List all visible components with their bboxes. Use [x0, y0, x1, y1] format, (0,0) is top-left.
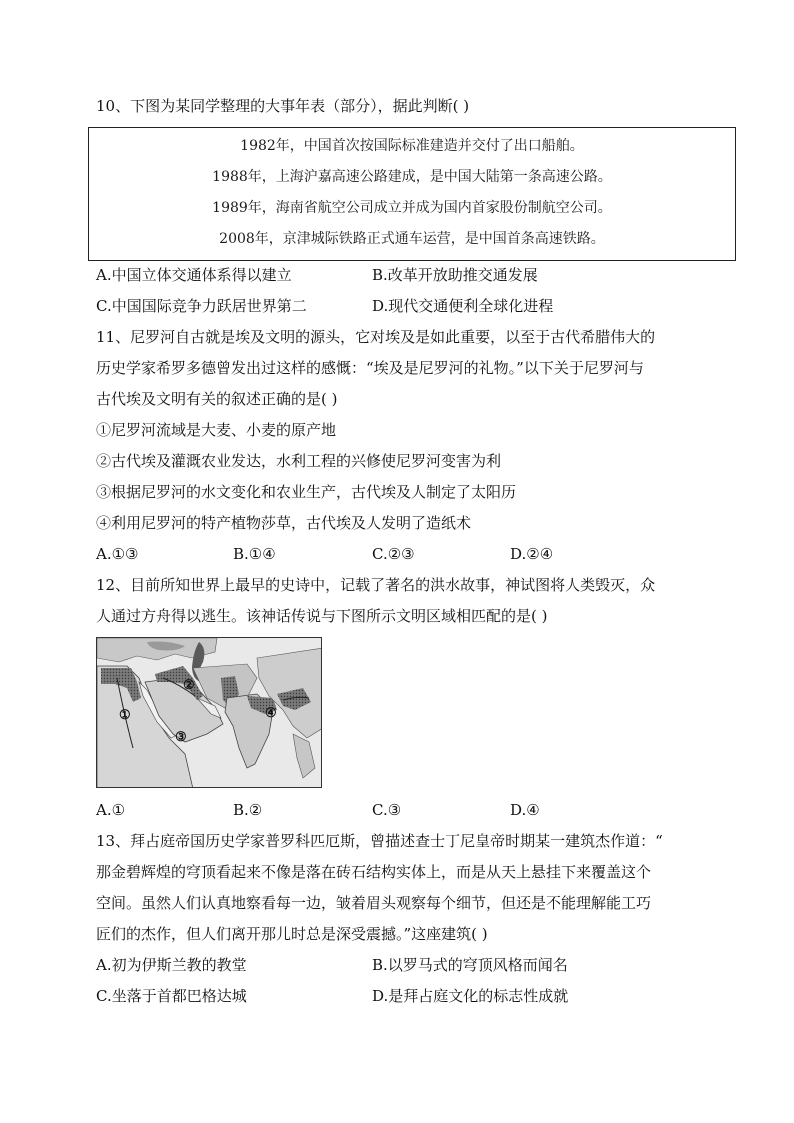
q11-statement-1: ①尼罗河流域是大麦、小麦的原产地 — [96, 421, 337, 439]
q13-option-b: B.以罗马式的穹顶风格而闻名 — [372, 956, 568, 974]
q11-stem-line-3: 古代埃及文明有关的叙述正确的是( ) — [96, 390, 338, 408]
q10-option-a: A.中国立体交通体系得以建立 — [96, 266, 292, 284]
q12-option-b: B.② — [233, 801, 263, 819]
map-label-4: ④ — [265, 706, 277, 721]
q10-timeline-box — [88, 127, 736, 261]
timeline-entry-1989: 1989年，海南省航空公司成立并成为国内首家股份制航空公司。 — [212, 200, 612, 216]
q11-statement-3: ③根据尼罗河的水文变化和农业生产，古代埃及人制定了太阳历 — [96, 483, 517, 501]
ancient-civilizations-map — [96, 637, 322, 788]
map-label-3: ③ — [175, 730, 187, 745]
q11-statement-2: ②古代埃及灌溉农业发达，水利工程的兴修使尼罗河变害为利 — [96, 452, 502, 470]
q12-option-a: A.① — [96, 801, 126, 819]
map-label-1: ① — [119, 708, 131, 723]
q11-option-d: D.②④ — [510, 545, 554, 563]
q13-option-c: C.坐落于首都巴格达城 — [96, 987, 247, 1005]
q12-stem-line-1: 12、目前所知世界上最早的史诗中，记载了著名的洪水故事，神试图将人类毁灭，众 — [96, 576, 656, 594]
timeline-entry-2008: 2008年，京津城际铁路正式通车运营，是中国首条高速铁路。 — [219, 231, 605, 247]
q11-option-c: C.②③ — [372, 545, 415, 563]
q12-stem-line-2: 人通过方舟得以逃生。该神话传说与下图所示文明区域相匹配的是( ) — [96, 607, 548, 625]
q13-stem-line-3: 空间。虽然人们认真地察看每一边，皱着眉头观察每个细节，但还是不能理解能工巧 — [96, 894, 652, 912]
q13-option-a: A.初为伊斯兰教的教堂 — [96, 956, 247, 974]
q13-stem-line-2: 那金碧辉煌的穹顶看起来不像是落在砖石结构实体上，而是从天上悬挂下来覆盖这个 — [96, 863, 652, 881]
q10-option-d: D.现代交通便利全球化进程 — [372, 297, 554, 315]
q11-statement-4: ④利用尼罗河的特产植物莎草，古代埃及人发明了造纸术 — [96, 514, 472, 532]
q10-stem: 10、下图为某同学整理的大事年表（部分），据此判断( ) — [96, 97, 470, 115]
map-graphic — [97, 638, 322, 788]
q13-option-d: D.是拜占庭文化的标志性成就 — [372, 987, 569, 1005]
q11-option-b: B.①④ — [233, 545, 276, 563]
q13-stem-line-4: 匠们的杰作，但人们离开那儿时总是深受震撼。”这座建筑( ) — [96, 925, 488, 943]
q11-stem-line-1: 11、尼罗河自古就是埃及文明的源头，它对埃及是如此重要，以至于古代希腊伟大的 — [96, 328, 656, 346]
q13-stem-line-1: 13、拜占庭帝国历史学家普罗科匹厄斯，曾描述查士丁尼皇帝时期某一建筑杰作道：“ — [96, 832, 663, 850]
q10-option-b: B.改革开放助推交通发展 — [372, 266, 538, 284]
q11-option-a: A.①③ — [96, 545, 139, 563]
timeline-entry-1982: 1982年，中国首次按国际标准建造并交付了出口船舶。 — [240, 138, 584, 154]
q12-option-c: C.③ — [372, 801, 402, 819]
q12-option-d: D.④ — [510, 801, 540, 819]
map-label-2: ② — [183, 678, 195, 693]
timeline-entry-1988: 1988年，上海沪嘉高速公路建成，是中国大陆第一条高速公路。 — [212, 169, 612, 185]
q11-stem-line-2: 历史学家希罗多德曾发出过这样的感慨：“埃及是尼罗河的礼物。”以下关于尼罗河与 — [96, 359, 644, 377]
q10-option-c: C.中国国际竞争力跃居世界第二 — [96, 297, 307, 315]
